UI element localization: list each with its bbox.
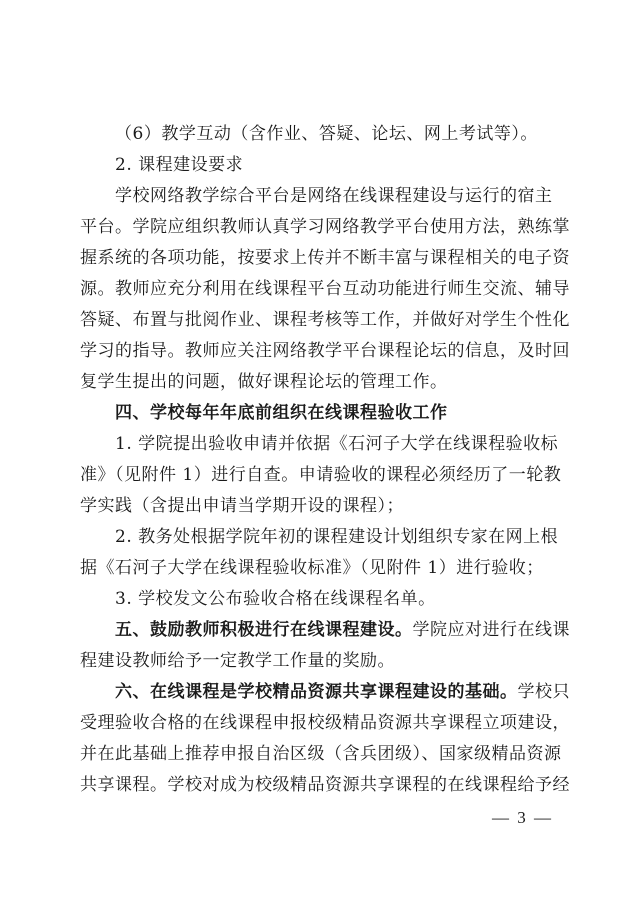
- text-line: 程建设教师给予一定教学工作量的奖励。: [80, 651, 395, 671]
- text-line: 受理验收合格的在线课程申报校级精品资源共享课程立项建设，: [80, 713, 570, 733]
- text-line: 准》（见附件 1）进行自查。申请验收的课程必须经历了一轮教: [80, 465, 562, 485]
- text-line: 并在此基础上推荐申报自治区级（含兵团级）、国家级精品资源: [80, 744, 562, 764]
- page-number: — 3 —: [492, 808, 553, 827]
- bold-heading-span: 五、鼓励教师积极进行在线课程建设。: [115, 620, 413, 640]
- text-line: 四、学校每年年底前组织在线课程验收工作: [115, 403, 448, 423]
- text-line: 3. 学校发文公布验收合格在线课程名单。: [115, 589, 436, 609]
- text-line: 源。教师应充分利用在线课程平台互动功能进行师生交流、辅导: [80, 279, 570, 299]
- text-line: [115, 615, 570, 640]
- text-line: 学校网络教学综合平台是网络在线课程建设与运行的宿主: [115, 186, 553, 206]
- text-line: 据《石河子大学在线课程验收标准》（见附件 1）进行验收；: [80, 558, 544, 578]
- text-line: 2. 课程建设要求: [115, 155, 244, 175]
- text-line: 平台。学院应组织教师认真学习网络教学平台使用方法，熟练掌: [80, 217, 570, 237]
- text-line: 握系统的各项功能，按要求上传并不断丰富与课程相关的电子资: [80, 248, 570, 268]
- text-line: 共享课程。学校对成为校级精品资源共享课程的在线课程给予经: [80, 775, 570, 795]
- line-rest-span: 学院应对进行在线课: [412, 620, 570, 640]
- text-line: 学习的指导。教师应关注网络教学平台课程论坛的信息，及时回: [80, 341, 570, 361]
- line-rest-span: 学校只: [517, 682, 570, 702]
- text-line: 学实践（含提出申请当学期开设的课程）；: [80, 496, 404, 516]
- text-line: 答疑、布置与批阅作业、课程考核等工作，并做好对学生个性化: [80, 310, 570, 330]
- text-line: 2. 教务处根据学院年初的课程建设计划组织专家在网上根: [115, 527, 559, 547]
- text-line: 1. 学院提出验收申请并依据《石河子大学在线课程验收标: [115, 434, 559, 454]
- bold-heading-span: 六、在线课程是学校精品资源共享课程建设的基础。: [115, 682, 518, 702]
- text-line: [115, 677, 570, 702]
- text-line: （6）教学互动（含作业、答疑、论坛、网上考试等）。: [115, 124, 538, 144]
- text-line: 复学生提出的问题，做好课程论坛的管理工作。: [80, 372, 448, 392]
